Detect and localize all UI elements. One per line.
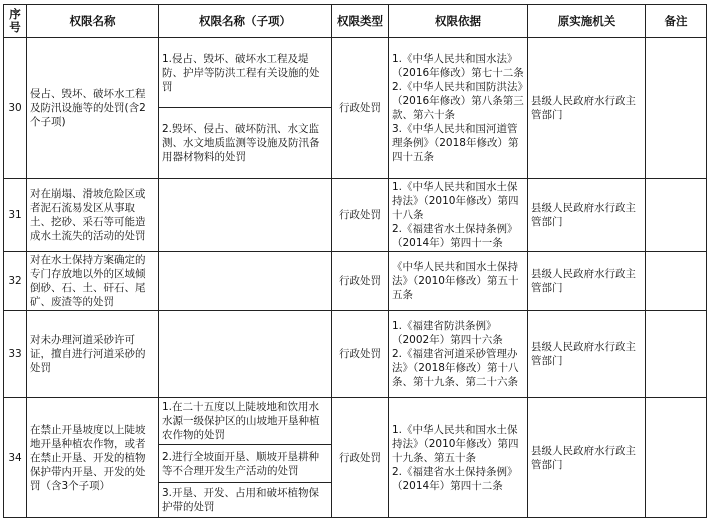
header-note: 备注 (664, 14, 688, 28)
row-sub-item: 1.侵占、毁坏、破坏水工程及堤防、护岸等防洪工程有关设施的处罚 (162, 52, 320, 93)
row-org: 县级人民政府水行政主管部门 (531, 95, 636, 121)
row-basis (389, 398, 527, 517)
row-sub-empty (159, 252, 331, 310)
row-seq: 30 (8, 102, 22, 114)
row-type: 行政处罚 (339, 102, 381, 114)
row-note (646, 179, 706, 251)
row-sub-item: 3.开垦、开发、占用和破坏植物保护带的处罚 (162, 487, 320, 513)
row-org: 县级人民政府水行政主管部门 (531, 444, 636, 471)
row-name: 对在崩塌、滑坡危险区或者泥石流易发区从事取土、挖砂、采石等可能造成水土流失的活动的处罚 (30, 188, 146, 242)
row-seq: 33 (8, 348, 22, 360)
basis-item: 2.《福建省水土保持条例》（2014年）第四十一条 (392, 223, 518, 249)
row-note (646, 252, 706, 310)
row-basis (389, 179, 527, 251)
row-seq: 31 (8, 209, 22, 221)
basis-item: 2.《中华人民共和国防洪法》（2016年修改）第八条第三款、第六十条 (392, 81, 524, 121)
row-note (646, 38, 706, 178)
row-seq: 34 (8, 451, 22, 464)
grid-line (3, 517, 707, 518)
row-seq: 32 (8, 275, 22, 287)
grid-line (706, 4, 707, 518)
row-type: 行政处罚 (339, 348, 381, 360)
authority-table (3, 4, 707, 518)
row-name: 侵占、毁坏、破坏水工程及防汛设施等的处罚(含2个子项) (30, 88, 146, 128)
row-sub-empty (159, 311, 331, 397)
basis-item: 2.《福建省河道采砂管理办法》（2018年修改）第十八条、第十九条、第二十六条 (392, 348, 519, 388)
row-type: 行政处罚 (339, 209, 381, 221)
basis-item: 《中华人民共和国水土保持法》（2010年修改）第五十五条 (392, 261, 519, 301)
basis-item: 1.《福建省防洪条例》（2002年）第四十六条 (392, 320, 503, 346)
row-type: 行政处罚 (339, 451, 381, 464)
row-name: 对未办理河道采砂许可证，擅自进行河道采砂的处罚 (30, 334, 146, 374)
row-sub-item: 2.毁坏、侵占、破坏防汛、水文监测、水文地质监测等设施及防汛备用器材物料的处罚 (162, 123, 320, 163)
row-sub-item: 1.在二十五度以上陡坡地和饮用水水源一级保护区的山坡地开垦种植农作物的处罚 (162, 401, 320, 441)
basis-item: 3.《中华人民共和国河道管理条例》（2018年修改）第四十五条 (392, 123, 519, 163)
row-sub-item: 2.进行全坡面开垦、顺坡开垦耕种等不合理开发生产活动的处罚 (162, 450, 320, 477)
basis-item: 1.《中华人民共和国水法》（2016年修改）第七十二条 (392, 53, 524, 79)
row-org: 县级人民政府水行政主管部门 (531, 341, 636, 367)
header-sub: 权限名称（子项） (199, 14, 291, 28)
row-name: 对在水土保持方案确定的专门存放地以外的区域倾倒砂、石、土、矸石、尾矿、废渣等的处罚 (30, 254, 146, 308)
row-sub-empty (159, 179, 331, 251)
header-org: 原实施机关 (557, 14, 616, 28)
row-type: 行政处罚 (339, 275, 381, 287)
row-org: 县级人民政府水行政主管部门 (531, 268, 636, 294)
row-basis (389, 311, 527, 397)
header-basis: 权限依据 (435, 14, 481, 28)
basis-item: 1.《中华人民共和国水土保持法》（2010年修改）第四十八条 (392, 181, 519, 221)
header-seq: 序号 (9, 7, 21, 34)
row-note (646, 311, 706, 397)
row-org: 县级人民政府水行政主管部门 (531, 202, 636, 228)
basis-item: 1.《中华人民共和国水土保持法》（2010年修改）第四十九条、第五十条 (392, 423, 519, 464)
header-type: 权限类型 (337, 14, 383, 28)
header-name: 权限名称 (69, 14, 116, 28)
row-basis (389, 252, 527, 310)
row-note (646, 398, 706, 517)
basis-item: 2.《福建省水土保持条例》（2014年）第四十二条 (392, 465, 518, 492)
row-name: 在禁止开垦坡度以上陡坡地开垦种植农作物，或者在禁止开垦、开发的植物保护带内开垦、开发的处罚（含3个子项） (30, 423, 146, 492)
row-basis (389, 38, 527, 178)
